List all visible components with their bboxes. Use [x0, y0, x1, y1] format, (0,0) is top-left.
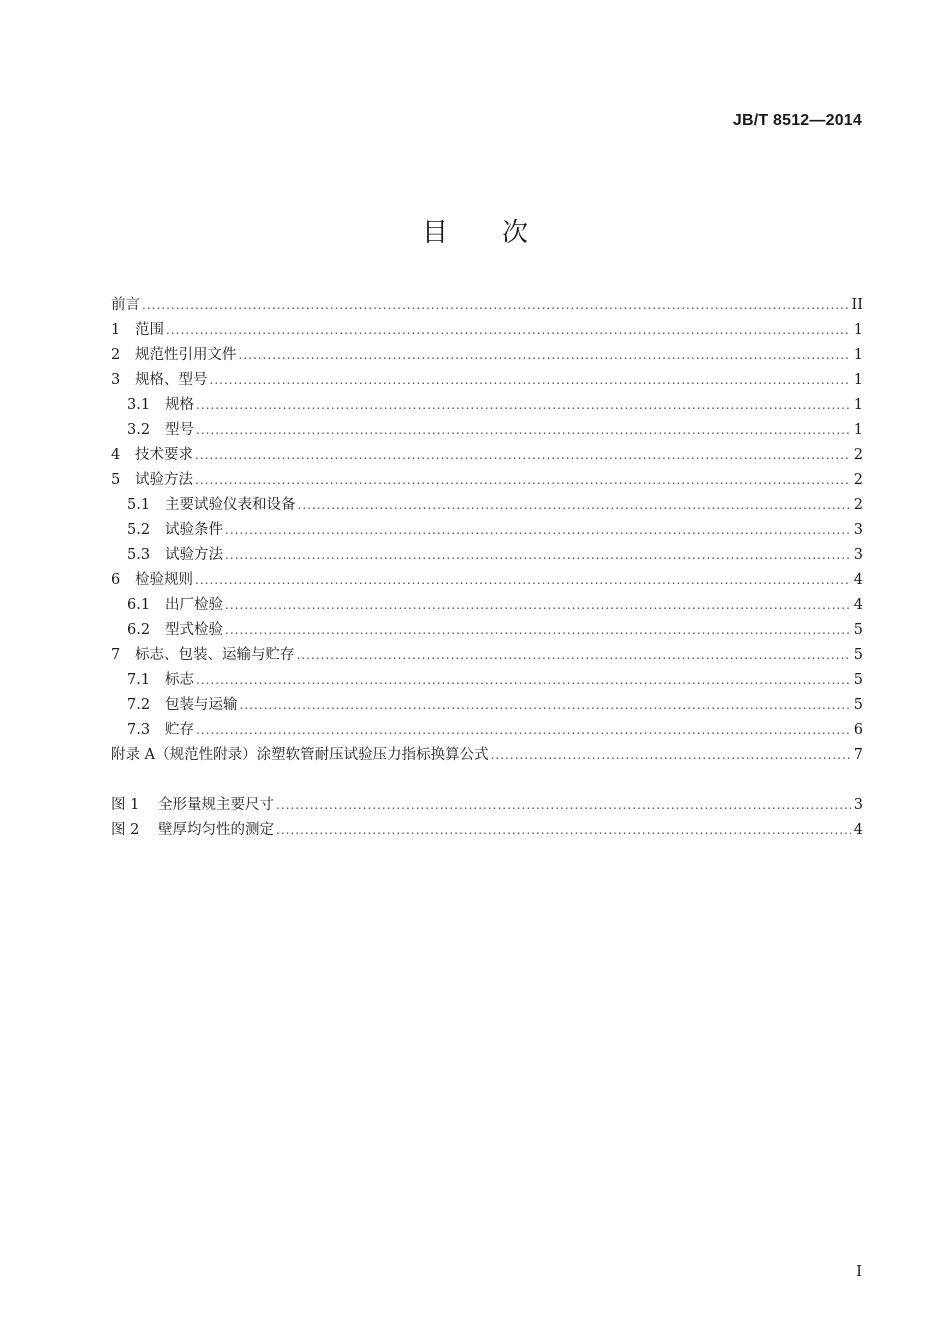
toc-number: 6.2 [127, 622, 151, 638]
leader-dots [196, 393, 851, 418]
toc-entry-7-1[interactable] [111, 668, 863, 693]
toc-label: 试验方法 [135, 472, 193, 488]
toc-number: 5 [111, 472, 121, 488]
toc-entry-6[interactable] [111, 568, 863, 593]
toc-label: 技术要求 [135, 447, 193, 463]
toc-entry-7[interactable] [111, 643, 863, 668]
toc-page: 1 [853, 322, 863, 338]
toc-number: 6.1 [127, 597, 151, 613]
toc-label: 前言 [111, 297, 140, 313]
toc-label: 试验条件 [165, 522, 223, 538]
toc-entry-1[interactable] [111, 318, 863, 343]
figure-number: 图 2 [111, 822, 140, 838]
toc-number: 5.3 [127, 547, 151, 563]
leader-dots [297, 643, 852, 668]
toc-entry-7-3[interactable] [111, 718, 863, 743]
leader-dots [166, 318, 851, 343]
leader-dots [239, 343, 852, 368]
toc-number: 1 [111, 322, 121, 338]
leader-dots [195, 468, 851, 493]
toc-number: 7 [111, 647, 121, 663]
leader-dots [225, 618, 851, 643]
figure-page: 4 [853, 822, 863, 838]
toc-entry-3[interactable] [111, 368, 863, 393]
toc-number: 7.1 [127, 672, 151, 688]
leader-dots [142, 293, 850, 318]
standard-code: JB/T 8512—2014 [732, 112, 862, 129]
toc-label: 规格 [165, 397, 194, 413]
toc-label: 范围 [135, 322, 164, 338]
page-number: I [856, 1262, 862, 1280]
leader-dots [196, 718, 851, 743]
toc-number: 7.3 [127, 722, 151, 738]
figure-label: 全形量规主要尺寸 [158, 797, 274, 813]
toc-page: 3 [853, 547, 863, 563]
leader-dots [491, 743, 851, 768]
leader-dots [225, 593, 851, 618]
toc-label: 规格、型号 [135, 372, 208, 388]
toc-entry-foreword[interactable] [111, 293, 863, 318]
toc-entry-5-2[interactable] [111, 518, 863, 543]
leader-dots [195, 443, 851, 468]
toc-entry-3-2[interactable] [111, 418, 863, 443]
leader-dots [196, 418, 851, 443]
toc-page: 2 [853, 497, 863, 513]
toc-label: 试验方法 [165, 547, 223, 563]
toc-label: 检验规则 [135, 572, 193, 588]
toc-label: 型式检验 [165, 622, 223, 638]
leader-dots [225, 518, 851, 543]
toc-label: 主要试验仪表和设备 [165, 497, 296, 513]
leader-dots [210, 368, 852, 393]
toc-entry-appendix-a[interactable] [111, 743, 863, 768]
toc-label: 规范性引用文件 [135, 347, 237, 363]
toc-label: 标志、包装、运输与贮存 [135, 647, 295, 663]
toc-number: 2 [111, 347, 121, 363]
leader-dots [276, 793, 851, 818]
page-title: 目次 [421, 218, 582, 248]
toc-entry-6-1[interactable] [111, 593, 863, 618]
toc-entry-5[interactable] [111, 468, 863, 493]
toc-entry-3-1[interactable] [111, 393, 863, 418]
toc-page: 4 [853, 597, 863, 613]
toc-label: 包装与运输 [165, 697, 238, 713]
toc-entry-5-3[interactable] [111, 543, 863, 568]
figure-page: 3 [853, 797, 863, 813]
toc-page: 3 [853, 522, 863, 538]
toc-number: 6 [111, 572, 121, 588]
toc-number: 3 [111, 372, 121, 388]
toc-page: 5 [853, 697, 863, 713]
figure-label: 壁厚均匀性的测定 [158, 822, 274, 838]
toc-number: 4 [111, 447, 121, 463]
toc-label: 出厂检验 [165, 597, 223, 613]
toc-entry-7-2[interactable] [111, 693, 863, 718]
table-of-contents [111, 293, 863, 843]
toc-number: 3.2 [127, 422, 151, 438]
toc-label: 标志 [165, 672, 194, 688]
figure-number: 图 1 [111, 797, 140, 813]
leader-dots [276, 818, 851, 843]
toc-page: 7 [853, 747, 863, 763]
toc-page: 2 [853, 472, 863, 488]
toc-number: 3.1 [127, 397, 151, 413]
toc-page: 6 [853, 722, 863, 738]
toc-entry-4[interactable] [111, 443, 863, 468]
leader-dots [196, 668, 851, 693]
toc-label: 贮存 [165, 722, 194, 738]
toc-number: 5.2 [127, 522, 151, 538]
toc-page: 5 [853, 622, 863, 638]
toc-page: 2 [853, 447, 863, 463]
toc-page: 1 [853, 422, 863, 438]
toc-entry-2[interactable] [111, 343, 863, 368]
toc-page: 4 [853, 572, 863, 588]
leader-dots [195, 568, 851, 593]
toc-label: 型号 [165, 422, 194, 438]
toc-page: II [851, 297, 863, 313]
leader-dots [298, 493, 852, 518]
toc-number: 5.1 [127, 497, 151, 513]
toc-label: 附录 A（规范性附录）涂塑软管耐压试验压力指标换算公式 [111, 747, 489, 763]
toc-page: 1 [853, 347, 863, 363]
leader-dots [240, 693, 852, 718]
toc-entry-6-2[interactable] [111, 618, 863, 643]
toc-page: 5 [853, 672, 863, 688]
toc-figure-2[interactable] [111, 818, 863, 843]
toc-number: 7.2 [127, 697, 151, 713]
section-gap [111, 768, 863, 793]
toc-figure-1[interactable] [111, 793, 863, 818]
leader-dots [225, 543, 851, 568]
toc-page: 5 [853, 647, 863, 663]
toc-page: 1 [853, 372, 863, 388]
toc-page: 1 [853, 397, 863, 413]
toc-entry-5-1[interactable] [111, 493, 863, 518]
